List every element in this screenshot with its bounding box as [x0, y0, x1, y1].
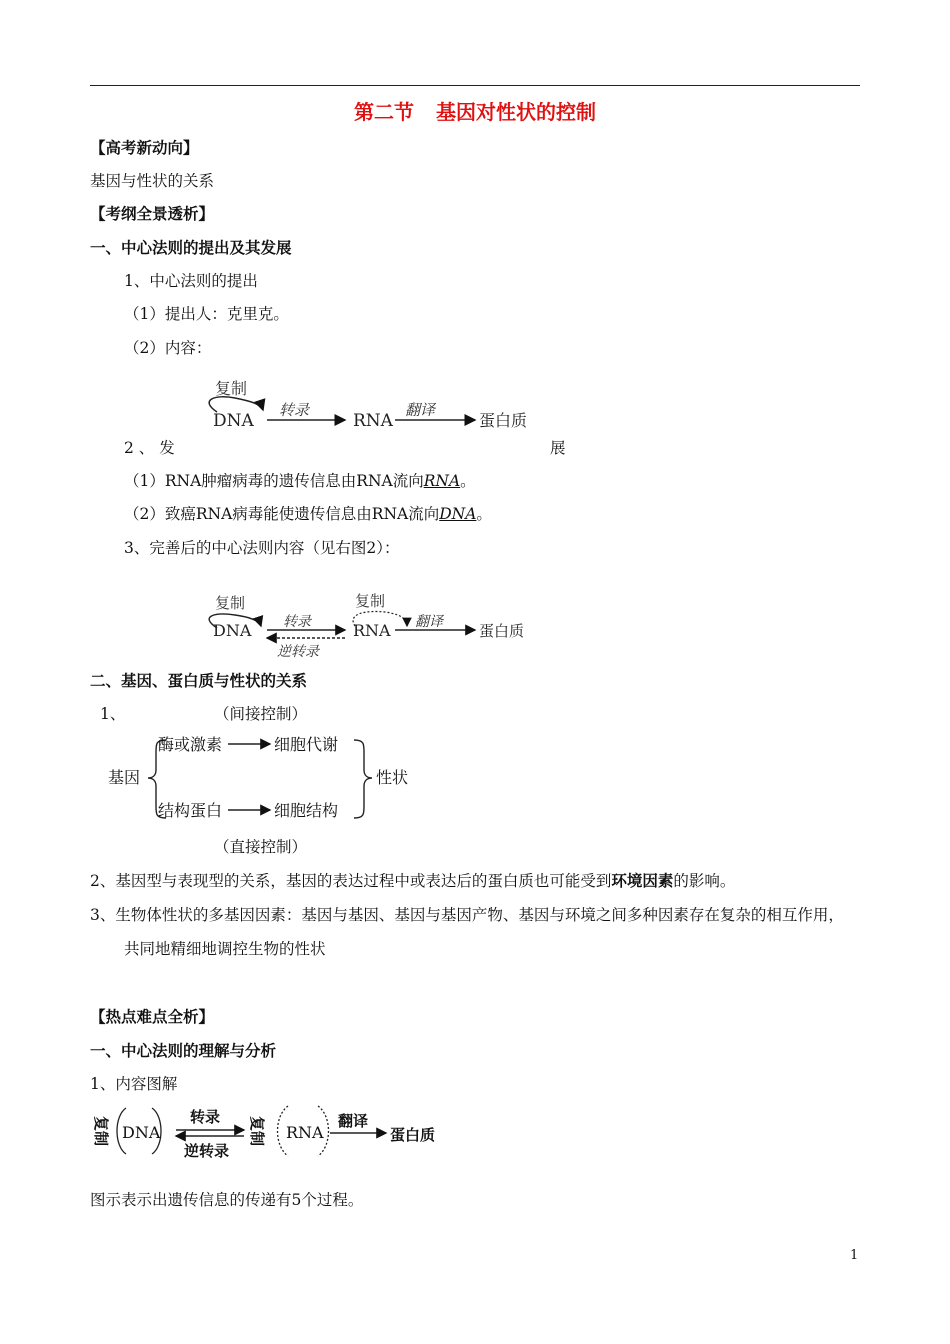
d2-reverse-label: 逆转录 — [277, 644, 319, 660]
para-content: （2）内容： — [124, 339, 212, 357]
para-genotype: 2、基因型与表现型的关系，基因的表达过程中或表达后的蛋白质也可能受到环境因素的影响。 — [90, 871, 736, 890]
para-rna-tumor: （1）RNA肿瘤病毒的遗传信息由RNA流向RNA。 — [124, 472, 476, 490]
d4-translate-label: 翻译 — [338, 1112, 369, 1130]
d3-metabolism: 细胞代谢 — [274, 735, 339, 754]
g1-direct-label: （直接控制） — [214, 838, 308, 856]
para-improved: 3、完善后的中心法则内容（见右图2）： — [124, 539, 400, 557]
title-section: 第二节 — [354, 100, 414, 124]
d1-translate-label: 翻译 — [405, 401, 436, 419]
g1-number: 1、 — [100, 705, 126, 723]
d3-structural: 结构蛋白 — [158, 801, 223, 820]
d4-replicate2-label: 复制 — [248, 1116, 266, 1147]
d3-gene: 基因 — [108, 768, 141, 787]
d1-replicate-arrow — [209, 397, 263, 412]
d1-protein: 蛋白质 — [479, 411, 528, 430]
d2-rna: RNA — [353, 621, 391, 640]
d3-trait: 性状 — [376, 768, 409, 787]
page-number: 1 — [850, 1248, 859, 1263]
para-multigene-2: 共同地精细地调控生物的性状 — [124, 940, 326, 958]
d2-protein: 蛋白质 — [479, 622, 525, 640]
d2-replicate2-label: 复制 — [355, 592, 386, 610]
d4-rna: RNA — [286, 1123, 324, 1142]
title-text: 基因对性状的控制 — [436, 100, 596, 124]
para-proposal: 1、中心法则的提出 — [124, 272, 258, 290]
d1-dna: DNA — [213, 411, 254, 431]
trend-text: 基因与性状的关系 — [90, 172, 215, 190]
d3-right-brace — [354, 740, 372, 818]
d4-transcribe-label: 转录 — [190, 1108, 221, 1126]
para-rna-cancer: （2）致癌RNA病毒能使遗传信息由RNA流向DNA。 — [124, 505, 492, 523]
d2-replicate1-label: 复制 — [215, 594, 246, 612]
central-dogma-diagram-1 — [195, 374, 555, 440]
central-dogma-diagram-3 — [90, 1100, 450, 1164]
d2-transcribe-label: 转录 — [283, 614, 311, 630]
d3-structure: 细胞结构 — [274, 801, 339, 820]
central-dogma-diagram-2 — [195, 586, 555, 664]
para-proposer: （1）提出人：克里克。 — [124, 305, 289, 323]
section-header-outline: 【考纲全景透析】 — [90, 204, 215, 223]
d2-dna: DNA — [213, 621, 252, 640]
d1-replicate-label: 复制 — [215, 379, 248, 398]
d1-transcribe-label: 转录 — [279, 401, 310, 419]
para-development-a: 2 、 发 — [124, 439, 175, 457]
env-factor-bold: 环境因素 — [611, 871, 674, 890]
para-development-b: 展 — [550, 439, 566, 457]
answer-rna: RNA — [423, 472, 461, 490]
d4-protein: 蛋白质 — [390, 1126, 436, 1144]
d4-replicate1-top: 复制 — [92, 1116, 110, 1147]
g1-indirect-label: （间接控制） — [214, 705, 308, 723]
gene-trait-diagram — [100, 730, 420, 830]
d3-enzyme: 酶或激素 — [158, 735, 223, 754]
d4-reverse-label: 逆转录 — [184, 1142, 230, 1160]
para-multigene-1: 3、生物体性状的多基因因素：基因与基因、基因与基因产物、基因与环境之间多种因素存在复杂的相互作用， — [90, 906, 844, 924]
para-content-diagram: 1、内容图解 — [90, 1075, 178, 1093]
para-five-processes: 图示表示出遗传信息的传递有5个过程。 — [90, 1191, 364, 1209]
d1-rna: RNA — [353, 411, 393, 431]
heading-central-dogma: 一、中心法则的提出及其发展 — [90, 238, 292, 257]
answer-dna: DNA — [439, 505, 477, 523]
d4-dna: DNA — [122, 1123, 161, 1142]
section-header-hotspots: 【热点难点全析】 — [90, 1007, 215, 1026]
heading-gene-protein-trait: 二、基因、蛋白质与性状的关系 — [90, 671, 308, 690]
page-title — [0, 96, 950, 125]
top-rule — [90, 85, 860, 86]
d2-translate-label: 翻译 — [415, 614, 443, 630]
section-header-trends: 【高考新动向】 — [90, 138, 199, 157]
heading-understanding: 一、中心法则的理解与分析 — [90, 1041, 277, 1060]
